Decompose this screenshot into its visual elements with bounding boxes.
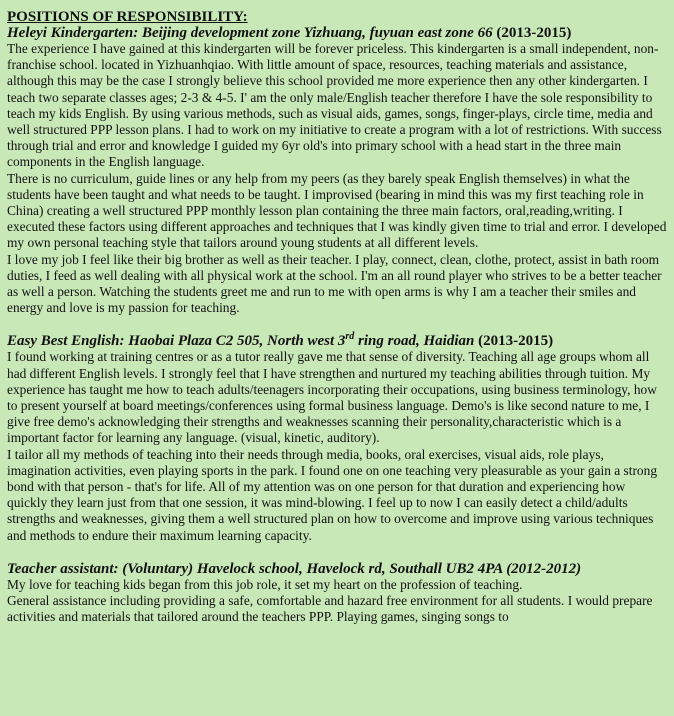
position-heleyi-kindergarten [7,25,668,316]
position-teacher-assistant [7,561,668,626]
position-dates: (2013-2015) [496,25,572,41]
paragraph: There is no curriculum, guide lines or any help from my peers (as they barely speak English themselves) in what the students have been taught and what needs to be taught. I improvised (bearing in mind this was my first teaching role in China) creating a well structured PPP monthly lesson plan containing the three main factors, oral,reading,writing. I executed these factors using different approaches and techniques that I was kindly given time to trial and error. I developed my own personal teaching style that tailors around young students at all different levels. [7,170,667,251]
paragraph: General assistance including providing a safe, comfortable and hazard free environment for all students. I would prepare activities and materials that tailored around the teachers PPP. Playing games, singing songs to [7,593,653,625]
position-title-rest: ring road, Haidian [354,333,475,350]
paragraph: I tailor all my methods of teaching into their needs through media, books, oral exercises, visual aids, role plays, imagination activities, even playing sports in the park. I found one on one teaching very pleasurable as your gain a strong bond with that person - that's for life. All of my attention was on one person for that duration and experiencing how quickly they learn just from that one session, it was mind-blowing. I feel up to now I can easily detect a child/adults strengths and weaknesses, giving them a well structured plan on how to overcome and improve using various techniques and methods to endure their maximum learning capacity. [7,446,658,543]
position-title-main: Heleyi Kindergarten: Beijing development zone Yizhuang, fuyuan east zone 66 [7,25,493,41]
position-title [7,333,668,349]
position-title-main: Teacher assistant: (Voluntary) Havelock school, Havelock rd, Southall UB2 4PA (2012-2012) [7,560,582,577]
paragraph: The experience I have gained at this kindergarten will be forever priceless. This kindergarten is a small independent, non-franchise school. located in Yizhuanhqiao. With little amount of space, resources, teaching materials and assistance, although this may be the case I strongly believe this school provided me more experience then any other kindergarten. I teach two separate classes ages; 2-3 & 4-5. I' am the only male/English teacher therefore I have the sole responsibility to teach my kids English. By using various methods, such as visual aids, games, songs, finger-plays, circle time, media and well structured PPP lesson plans. I had to work on my initiative to create a program with a lot of restrictions. With success through trial and error and knowledge I guided my 6yr old's into primary school with a head start in the three main components in the English language. [7,41,662,170]
position-title [7,561,668,577]
position-easy-best-english [7,333,668,543]
position-title-superscript: rd [345,331,355,343]
section-heading: POSITIONS OF RESPONSIBILITY: [7,9,248,25]
paragraph: I love my job I feel like their big brother as well as their teacher. I play, connect, clean, clothe, protect, assist in bath room duties, I feed as well dealing with all physical work at the school. I'm an all round player who strives to be a better teacher as well a person. Watching the students greet me and run to me with open arms is why I am a teacher their smiles and energy and love is my passion for teaching. [7,251,662,316]
paragraph: I found working at training centres or as a tutor really gave me that sense of diversity. Teaching all age groups whom all had different English levels. I strongly feel that I have strengthen and nurtured my teaching abilities through tuition. My experience has taught me how to teach adults/teenagers incorporating their occupations, using business terminology, how to present yourself at board meetings/conferences using formal business language. Demo's is like second nature to me, I give free demo's acknowledging their strengths and weaknesses scanning their personality,characteristic which is a important factor for learning any language. (visual, kinetic, auditory). [7,349,657,446]
position-dates: (2013-2015) [478,333,554,350]
position-title [7,25,668,41]
position-title-main: Easy Best English: Haobai Plaza C2 505, North west 3 [7,333,346,350]
paragraph: My love for teaching kids began from this job role, it set my heart on the profession of teaching. [7,576,523,592]
